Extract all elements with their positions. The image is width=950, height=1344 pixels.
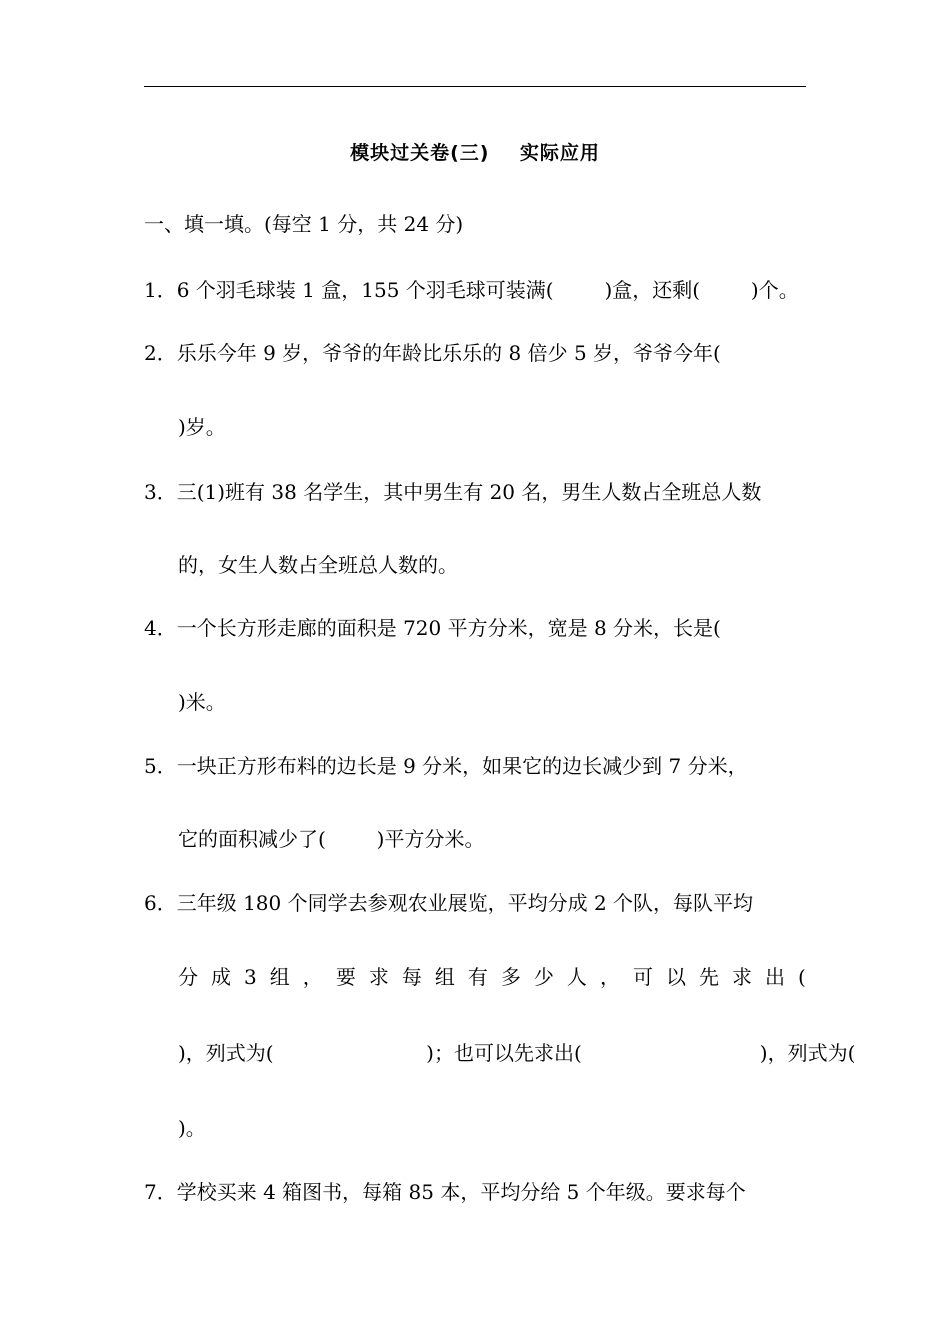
question-2-line-1: 2．乐乐今年 9 岁，爷爷的年龄比乐乐的 8 倍少 5 岁，爷爷今年( xyxy=(144,341,721,365)
question-5-line-1: 5．一块正方形布料的边长是 9 分米，如果它的边长减少到 7 分米， xyxy=(144,754,748,778)
q6-char: 求 xyxy=(368,965,389,989)
q6-char: 以 xyxy=(665,965,686,989)
page-title: 模块过关卷(三) 实际应用 xyxy=(350,142,600,164)
q6-char: 3 xyxy=(244,965,257,989)
q6-char: 组 xyxy=(434,965,455,989)
question-4-line-2: )米。 xyxy=(178,690,226,714)
q6-char: 少 xyxy=(533,965,554,989)
question-5-line-2: 它的面积减少了( )平方分米。 xyxy=(178,827,485,851)
question-6-line-3: )，列式为( )；也可以先求出( )，列式为( xyxy=(178,1041,856,1065)
q6-char: ， xyxy=(599,965,620,989)
question-7-line-1: 7．学校买来 4 箱图书，每箱 85 本，平均分给 5 个年级。要求每个 xyxy=(144,1180,746,1204)
q6-char: 有 xyxy=(467,965,488,989)
q6-char: 求 xyxy=(732,965,752,989)
question-6-line-2 xyxy=(178,964,806,990)
q6-char: ( xyxy=(798,965,806,989)
q6-char: 出 xyxy=(765,965,786,989)
q6-char: 要 xyxy=(335,965,356,989)
q6-char: 多 xyxy=(500,965,521,989)
question-2-line-2: )岁。 xyxy=(178,415,226,439)
question-4-line-1: 4．一个长方形走廊的面积是 720 平方分米，宽是 8 分米，长是( xyxy=(144,616,721,640)
section-heading: 一、填一填。(每空 1 分，共 24 分) xyxy=(144,212,464,236)
question-3-line-1: 3．三(1)班有 38 名学生，其中男生有 20 名，男生人数占全班总人数 xyxy=(144,480,762,504)
q6-char: 可 xyxy=(632,965,653,989)
question-6-line-1: 6．三年级 180 个同学去参观农业展览，平均分成 2 个队，每队平均 xyxy=(144,891,754,915)
q6-char: 人 xyxy=(566,965,587,989)
question-1: 1．6 个羽毛球装 1 盒，155 个羽毛球可装满( )盒，还剩( )个。 xyxy=(144,278,799,302)
header-rule xyxy=(144,86,806,87)
q6-char: 成 xyxy=(211,965,232,989)
q6-char: 先 xyxy=(698,965,719,989)
q6-char: 分 xyxy=(178,965,198,989)
question-6-line-4: )。 xyxy=(178,1116,206,1140)
q6-char: 每 xyxy=(401,965,422,989)
q6-char: 组 xyxy=(269,965,290,989)
question-3-line-2: 的，女生人数占全班总人数的。 xyxy=(178,553,458,577)
q6-char: ， xyxy=(302,965,323,989)
